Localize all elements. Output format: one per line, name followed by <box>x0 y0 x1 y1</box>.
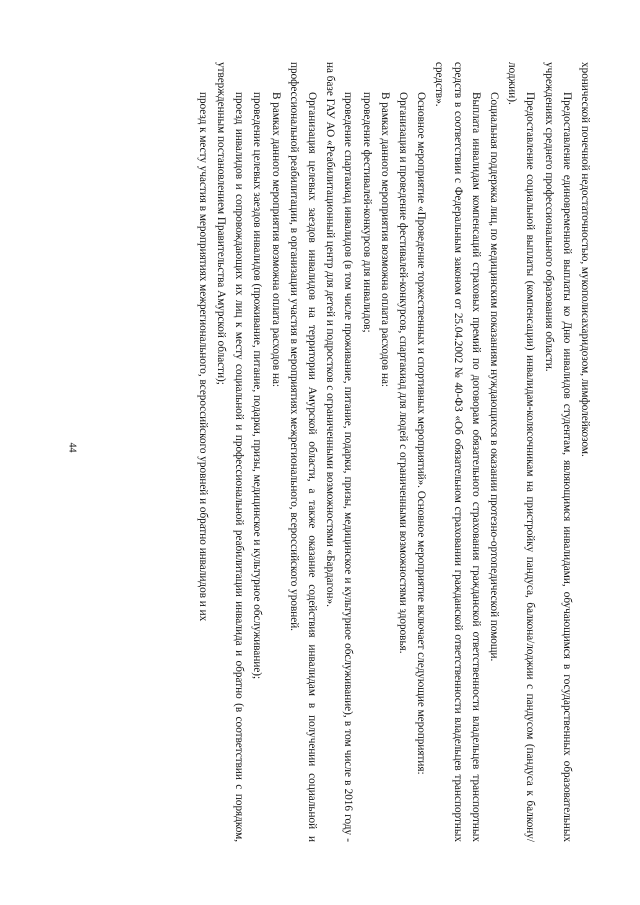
paragraph: проезд к месту участия в мероприятиях межрегионального, всероссийского уровней и обратно инвалидов и их <box>196 92 209 622</box>
paragraph: Социальная поддержка лиц, по медицинским показаниям нуждающихся в оказании протезно-ортопедической помощи. <box>487 92 500 662</box>
paragraph: В рамках данного мероприятия возможна оплата расходов на: <box>269 92 282 388</box>
paragraph: Основное мероприятие «Проведение торжественных и спортивных мероприятий». Основное мероприятие включает следующие мероприятия: <box>415 92 428 775</box>
paragraph: Организация и проведение фестивалей-конкурсов, спартакиад для людей с ограниченными возможностями здоровья. <box>396 92 409 654</box>
paragraph: Предоставление единовременной выплаты ко Дню инвалидов студентам, являющимся инвалидами, обучающимся в государственных образовательных учреждениях среднего профессионального образования области. <box>542 62 573 842</box>
paragraph: В рамках данного мероприятия возможна оплата расходов на: <box>378 92 391 388</box>
paragraph: Выплата инвалидам компенсаций страховых премий по договорам обязательного страхования гражданской ответственности владельцев транспортных средств в соответствии с Федеральным законом от 25.04.2002 № 40-ФЗ «Об обязательном страховании гражданской ответственности владельцев транспортных средств». <box>433 62 482 842</box>
page-number: 44 <box>66 442 78 453</box>
rotated-page-content <box>74 62 594 842</box>
paragraph: Предоставление социальной выплаты (компенсации) инвалидам-колясочникам на пристройку пандуса, балкона/лоджии с пандусом (пандуса к балкону/лоджии). <box>506 62 537 842</box>
paragraph: Организация целевых заездов инвалидов на территории Амурской области, а также оказание содействия инвалидам в получении социальной и профессиональной реабилитации, в организации участия в мероприятиях межрегионального, всероссийского уровней. <box>287 62 318 842</box>
paragraph: проезд инвалидов и сопровождающих их лиц к месту социальной и профессиональной реабилитации инвалида и обратно (в соответствии с порядком, утвержденным постановлением Правительства Амурской области); <box>214 62 246 842</box>
document-body <box>194 62 594 842</box>
paragraph: проведение целевых заездов инвалидов (проживание, питание, подарки, призы, медицинское и культурное обслуживание); <box>251 92 264 680</box>
paragraph: хронической почечной недостаточностью, мукополисахаридозом, лимфолейкозом. <box>579 62 591 457</box>
paragraph: проведение фестивалей-конкурсов для инвалидов; <box>360 92 373 333</box>
paragraph: проведение спартакиад инвалидов (в том числе проживание, питание, подарки, призы, медицинское и культурное обслуживание), в том числе в 2016 году - на базе ГАУ АО «Реабилитационный центр для детей и подростков с ограниченными возможностями «Бардагон». <box>324 62 355 842</box>
